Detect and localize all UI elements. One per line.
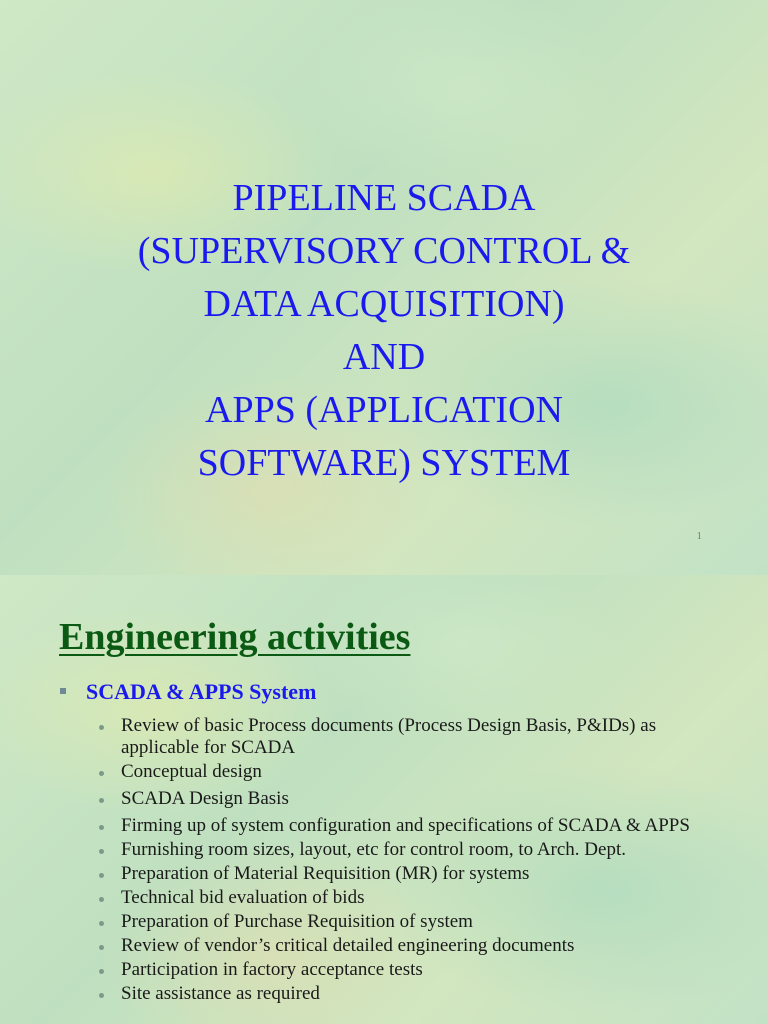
list-item-text: Furnishing room sizes, layout, etc for control room, to Arch. Dept.	[121, 839, 626, 860]
list-item	[97, 935, 717, 957]
list-item	[97, 887, 717, 909]
list-item	[97, 715, 717, 759]
square-bullet-icon	[60, 688, 66, 694]
title-line: APPS (APPLICATION	[205, 389, 563, 431]
list-item	[97, 839, 717, 861]
bullet-dot-icon	[99, 798, 104, 803]
title-line: (SUPERVISORY CONTROL &	[137, 230, 631, 272]
list-item	[97, 815, 717, 837]
bullet-list	[97, 715, 717, 1007]
section-title: SCADA & APPS System	[86, 679, 317, 704]
list-item-text: Preparation of Purchase Requisition of system	[121, 911, 473, 932]
list-item-text: SCADA Design Basis	[121, 788, 289, 809]
list-item-text: Participation in factory acceptance tests	[121, 959, 423, 980]
list-item	[97, 761, 717, 783]
list-item	[97, 788, 717, 810]
list-item	[97, 983, 717, 1005]
section-header	[60, 679, 316, 705]
bullet-dot-icon	[99, 921, 104, 926]
slide-heading: Engineering activities	[59, 616, 411, 658]
list-item-text: Technical bid evaluation of bids	[121, 887, 365, 908]
list-item-text: Site assistance as required	[121, 983, 320, 1004]
bullet-dot-icon	[99, 873, 104, 878]
list-item-text: Firming up of system configuration and specifications of SCADA & APPS	[121, 815, 690, 836]
bullet-dot-icon	[99, 993, 104, 998]
list-item-text: Review of vendor’s critical detailed engineering documents	[121, 935, 575, 956]
bullet-dot-icon	[99, 825, 104, 830]
content-slide	[0, 575, 768, 1024]
bullet-dot-icon	[99, 969, 104, 974]
bullet-dot-icon	[99, 725, 104, 730]
title-line: SOFTWARE) SYSTEM	[197, 442, 571, 484]
list-item	[97, 911, 717, 933]
list-item	[97, 863, 717, 885]
list-item-text: Review of basic Process documents (Process Design Basis, P&IDs) as applicable for SCADA	[121, 715, 657, 758]
title-line: AND	[342, 336, 426, 378]
list-item-text: Conceptual design	[121, 761, 262, 782]
list-item-text: Preparation of Material Requisition (MR) for systems	[121, 863, 530, 884]
title-line: DATA ACQUISITION)	[203, 283, 565, 325]
slide-title	[0, 172, 768, 490]
bullet-dot-icon	[99, 849, 104, 854]
title-line: PIPELINE SCADA	[232, 177, 536, 219]
bullet-dot-icon	[99, 945, 104, 950]
list-item	[97, 959, 717, 981]
bullet-dot-icon	[99, 771, 104, 776]
page-number: 1	[696, 530, 702, 542]
bullet-dot-icon	[99, 897, 104, 902]
